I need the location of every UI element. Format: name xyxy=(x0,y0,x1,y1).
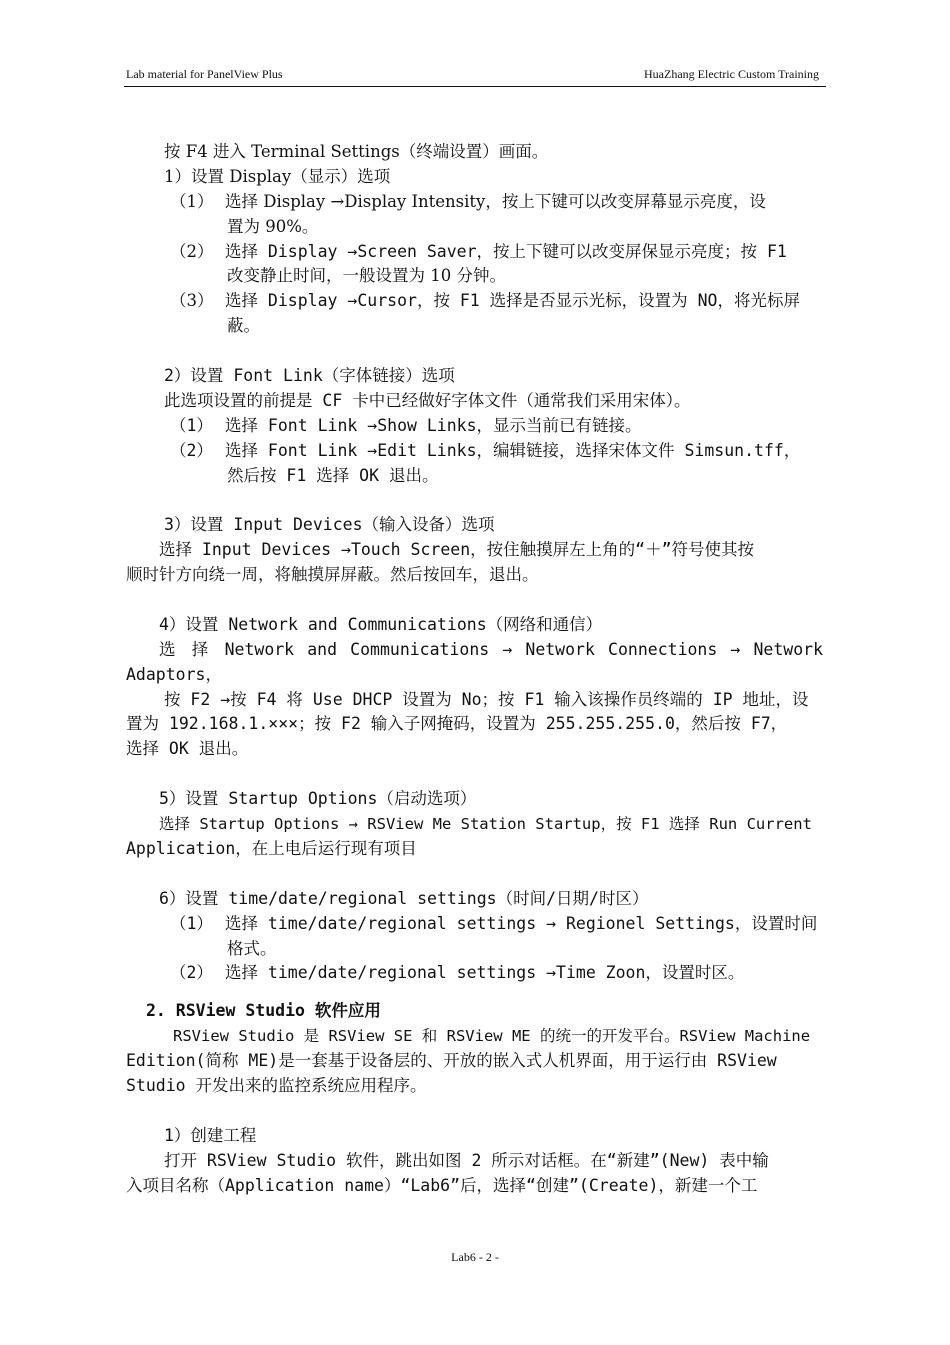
list-text: 选择 time/date/regional settings →Time Zoon，设置时区。 xyxy=(225,963,745,983)
list-item xyxy=(126,240,823,265)
paragraph-line: Edition(简称 ME)是一套基于设备层的、开放的嵌入式人机界面，用于运行由 RSView xyxy=(126,1051,777,1071)
list-item xyxy=(126,414,823,439)
page-number: Lab6 - 2 - xyxy=(451,1250,499,1264)
list-text: 选择 time/date/regional settings → Regionel Settings，设置时间 xyxy=(225,913,818,933)
list-number: （2） xyxy=(170,440,213,460)
paragraph-line: 选择 Input Devices →Touch Screen，按住触摸屏左上角的“＋”符号使其按 xyxy=(159,540,755,560)
list-text: 选择 Font Link →Show Links，显示当前已有链接。 xyxy=(225,415,642,435)
paragraph-line: 选择 OK 退出。 xyxy=(126,739,249,759)
list-text: 选择 Display →Cursor，按 F1 选择是否显示光标，设置为 NO，将光标屏 xyxy=(225,291,800,311)
list-continuation: 格式。 xyxy=(227,938,277,958)
list-item xyxy=(126,912,823,937)
paragraph-line: 按 F2 →按 F4 将 Use DHCP 设置为 No；按 F1 输入该操作员终端的 IP 地址，设 xyxy=(164,689,809,709)
paragraph-line: Application，在上电后运行现有项目 xyxy=(126,838,417,858)
header-rule xyxy=(124,86,826,87)
section-heading: 1）创建工程 xyxy=(164,1125,257,1145)
paragraph-line: Studio 开发出来的监控系统应用程序。 xyxy=(126,1075,427,1095)
header-left: Lab material for PanelView Plus xyxy=(126,67,283,81)
list-number: （2） xyxy=(170,241,214,261)
section-heading: 6）设置 time/date/regional settings（时间/日期/时区） xyxy=(159,888,649,908)
paragraph-line: 选择 Startup Options → RSView Me Station Startup，按 F1 选择 Run Current xyxy=(159,815,812,834)
list-number: （3） xyxy=(170,291,214,311)
paragraph-line: Adaptors， xyxy=(126,664,222,684)
list-number: （1） xyxy=(170,191,214,211)
paragraph-line: 选 择 Network and Communications → Network Connections → Network xyxy=(159,639,823,659)
document-body xyxy=(126,140,823,1198)
section-heading: 2）设置 Font Link（字体链接）选项 xyxy=(164,366,455,386)
list-text: 选择 Font Link →Edit Links，编辑链接，选择宋体文件 Simsun.tff， xyxy=(225,440,801,460)
paragraph-line: 此选项设置的前提是 CF 卡中已经做好字体文件（通常我们采用宋体）。 xyxy=(164,390,691,410)
list-item xyxy=(126,961,823,986)
list-number: （1） xyxy=(170,415,213,435)
list-text: 选择 Display →Screen Saver，按上下键可以改变屏保显示亮度；按 F1 xyxy=(225,241,787,261)
section-heading: 1）设置 Display（显示）选项 xyxy=(164,166,391,186)
paragraph-line: 打开 RSView Studio 软件，跳出如图 2 所示对话框。在“新建”(New) 表中输 xyxy=(164,1150,769,1170)
list-continuation: 然后按 F1 选择 OK 退出。 xyxy=(227,465,439,485)
list-item xyxy=(126,439,823,464)
list-number: （2） xyxy=(170,963,213,983)
paragraph-line: 按 F4 进入 Terminal Settings（终端设置）画面。 xyxy=(164,142,549,161)
list-continuation: 蔽。 xyxy=(227,316,260,336)
list-item xyxy=(126,289,823,314)
paragraph-line: 入项目名称（Application name）“Lab6”后，选择“创建”(Create)，新建一个工 xyxy=(126,1175,758,1195)
header-right: HuaZhang Electric Custom Training xyxy=(644,67,819,81)
paragraph-line: RSView Studio 是 RSView SE 和 RSView ME 的统一的开发平台。RSView Machine xyxy=(173,1027,811,1046)
list-continuation: 置为 90%。 xyxy=(227,216,319,236)
section-heading: 5）设置 Startup Options（启动选项） xyxy=(159,789,477,809)
chapter-heading: 2. RSView Studio 软件应用 xyxy=(146,1001,381,1021)
paragraph-line: 顺时针方向绕一周，将触摸屏屏蔽。然后按回车，退出。 xyxy=(126,565,539,585)
list-item xyxy=(126,190,823,215)
list-continuation: 改变静止时间，一般设置为 10 分钟。 xyxy=(227,266,506,286)
section-heading: 3）设置 Input Devices（输入设备）选项 xyxy=(164,515,495,535)
paragraph-line: 置为 192.168.1.×××；按 F2 输入子网掩码，设置为 255.255.255.0，然后按 F7， xyxy=(126,714,788,734)
list-number: （1） xyxy=(170,913,213,933)
list-text: 选择 Display →Display Intensity，按上下键可以改变屏幕显示亮度，设 xyxy=(225,191,766,211)
section-heading: 4）设置 Network and Communications（网络和通信） xyxy=(159,614,603,634)
